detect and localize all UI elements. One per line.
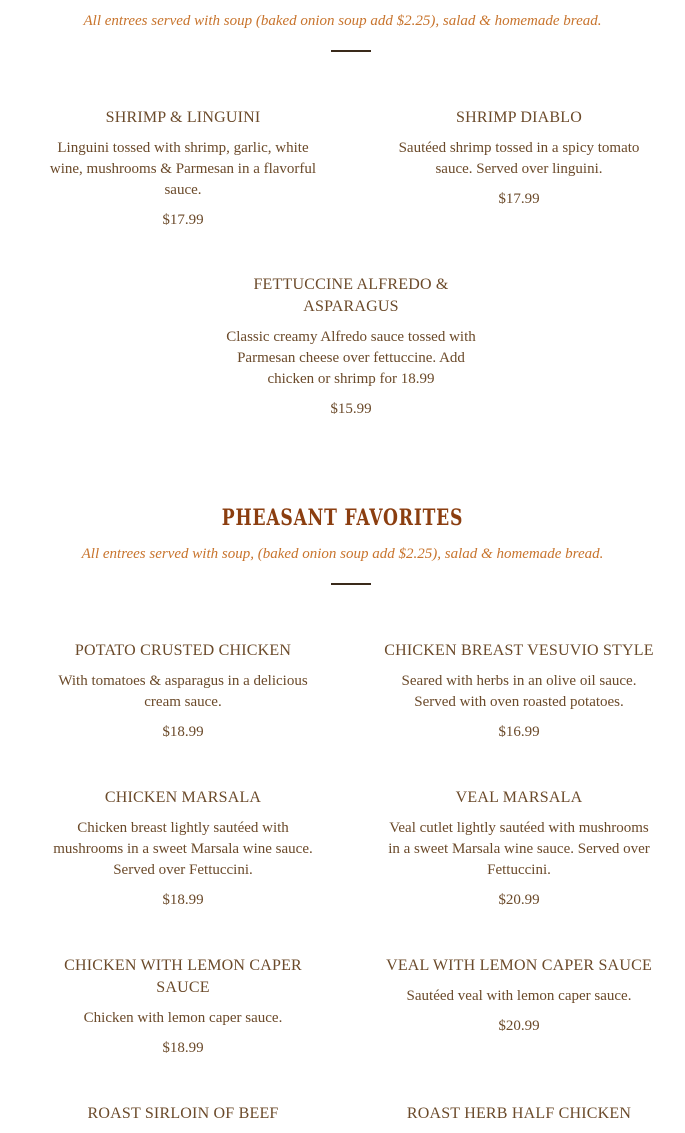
item-price: $15.99 [330,401,372,417]
item-price: $20.99 [498,1018,540,1034]
item-name: CHICKEN MARSALA [104,789,262,806]
item-name: ROAST HERB HALF CHICKEN [406,1105,632,1122]
item-name: SHRIMP DIABLO [455,109,583,126]
menu-item [380,640,658,743]
divider [331,50,371,52]
menu-item [48,787,318,911]
menu-item [48,107,318,231]
menu-item [48,1103,318,1125]
item-description: Classic creamy Alfredo sauce tossed with Parmesan cheese over fettuccine. Add chicken or shrimp for 18.99 [226,329,476,387]
item-name: VEAL WITH LEMON CAPER SAUCE [386,957,652,974]
menu-item [380,955,658,1037]
menu-item [384,1103,654,1125]
menu-item [220,274,482,420]
item-description: With tomatoes & asparagus in a delicious cream sauce. [58,673,308,710]
item-price: $17.99 [498,191,540,207]
item-price: $18.99 [162,1040,204,1056]
item-name: ROAST SIRLOIN OF BEEF [87,1105,279,1122]
item-name: CHICKEN WITH LEMON CAPER SAUCE [64,957,302,996]
item-price: $20.99 [498,892,540,908]
item-name: CHICKEN BREAST VESUVIO STYLE [384,642,654,659]
item-name: SHRIMP & LINGUINI [105,109,261,126]
item-description: Chicken with lemon caper sauce. [83,1010,283,1026]
entrees-note: All entrees served with soup, (baked onion soup add $2.25), salad & homemade bread. [81,546,604,562]
menu-item [48,955,318,1059]
item-price: $18.99 [162,724,204,740]
menu-item [384,107,654,210]
item-description: Sautéed veal with lemon caper sauce. [406,988,632,1004]
item-description: Seared with herbs in an olive oil sauce. Served with oven roasted potatoes. [401,673,637,710]
item-price: $18.99 [162,892,204,908]
entrees-note: All entrees served with soup (baked onion soup add $2.25), salad & homemade bread. [83,13,602,29]
item-price: $17.99 [162,212,204,228]
menu-item [48,640,318,743]
item-description: Sautéed shrimp tossed in a spicy tomato sauce. Served over linguini. [398,140,640,177]
divider [331,583,371,585]
item-name: FETTUCCINE ALFREDO & ASPARAGUS [253,276,449,315]
menu-item [384,787,654,911]
item-name: POTATO CRUSTED CHICKEN [74,642,292,659]
section-title: PHEASANT FAVORITES [221,505,464,531]
item-description: Chicken breast lightly sautéed with mushrooms in a sweet Marsala wine sauce. Served over Fettuccini. [53,820,313,878]
item-description: Linguini tossed with shrimp, garlic, white wine, mushrooms & Parmesan in a flavorful sauce. [49,140,317,198]
item-description: Veal cutlet lightly sautéed with mushrooms in a sweet Marsala wine sauce. Served over Fettuccini. [388,820,650,878]
item-name: VEAL MARSALA [455,789,583,806]
item-price: $16.99 [498,724,540,740]
